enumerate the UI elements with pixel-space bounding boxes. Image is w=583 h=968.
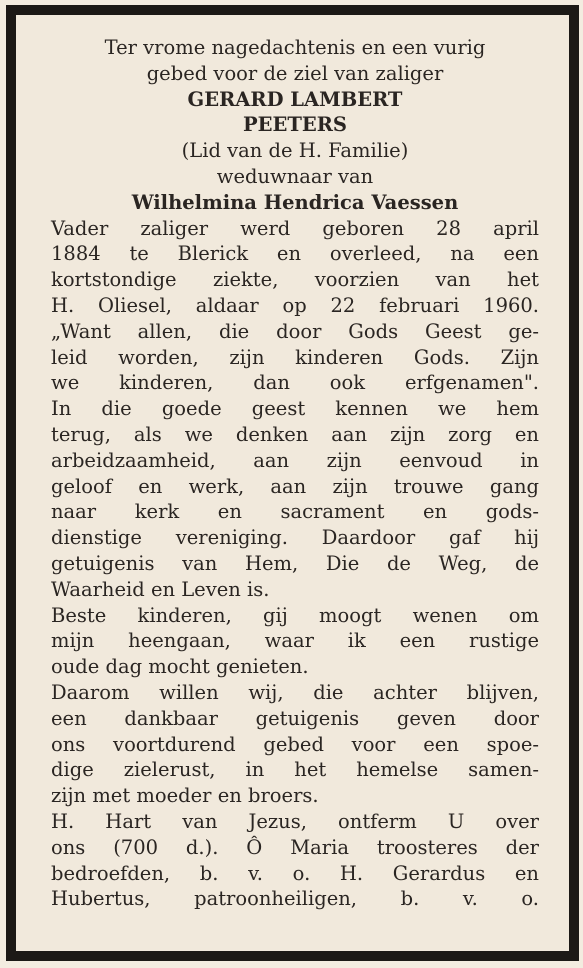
body-line: terug, als we denken aan zijn zorg en	[51, 422, 539, 446]
membership-note: (Lid van de H. Familie)	[181, 139, 409, 163]
deceased-surname: PEETERS	[242, 113, 348, 137]
body-line: Daarom willen wij, die achter blijven,	[51, 680, 539, 704]
spouse-name: Wilhelmina Hendrica Vaessen	[131, 190, 459, 214]
body-line: 1884 te Blerick en overleed, na een	[51, 242, 539, 266]
deceased-name: GERARD LAMBERT	[187, 87, 403, 111]
body-line: dienstige vereniging. Daardoor gaf hij	[51, 526, 539, 550]
body-line: we kinderen, dan ook erfgenamen".	[51, 371, 539, 395]
body-line: geloof en werk, aan zijn trouwe gang	[51, 474, 539, 498]
body-line: In die goede geest kennen we hem	[51, 397, 539, 421]
body-line: ons voortdurend gebed voor een spoe-	[51, 732, 539, 756]
body-line: mijn heengaan, waar ik een rustige	[51, 629, 539, 653]
body-line: arbeidzaamheid, aan zijn eenvoud in	[51, 448, 539, 472]
body-line: ons (700 d.). Ô Maria troosteres der	[51, 835, 539, 859]
body-line: „Want allen, die door Gods Geest ge-	[51, 319, 539, 343]
header-line: gebed voor de ziel van zaliger	[146, 61, 444, 85]
body-line: Beste kinderen, gij moogt wenen om	[51, 603, 539, 627]
body-line: bedroefden, b. v. o. H. Gerardus en	[51, 861, 539, 885]
body-line: Vader zaliger werd geboren 28 april	[51, 216, 539, 240]
body-line: Waarheid en Leven is.	[51, 577, 270, 601]
card-text	[51, 35, 539, 912]
body-line: zijn met moeder en broers.	[51, 784, 319, 808]
body-line: dige zielerust, in het hemelse samen-	[51, 758, 539, 782]
body-line: Hubertus, patroonheiligen, b. v. o.	[51, 887, 539, 911]
body-line: H. Hart van Jezus, ontferm U over	[51, 809, 539, 833]
body-line: leid worden, zijn kinderen Gods. Zijn	[51, 345, 539, 369]
relation-line: weduwnaar van	[216, 164, 374, 188]
body-line: oude dag mocht genieten.	[51, 655, 309, 679]
body-line: kortstondige ziekte, voorzien van het	[51, 268, 539, 292]
body-line: H. Oliesel, aldaar op 22 februari 1960.	[51, 293, 539, 317]
body-line: een dankbaar getuigenis geven door	[51, 706, 539, 730]
body-line: naar kerk en sacrament en gods-	[51, 500, 539, 524]
body-text	[51, 216, 539, 913]
header-line: Ter vrome nagedachtenis en een vurig	[104, 36, 486, 59]
body-line: getuigenis van Hem, Die de Weg, de	[51, 551, 539, 575]
